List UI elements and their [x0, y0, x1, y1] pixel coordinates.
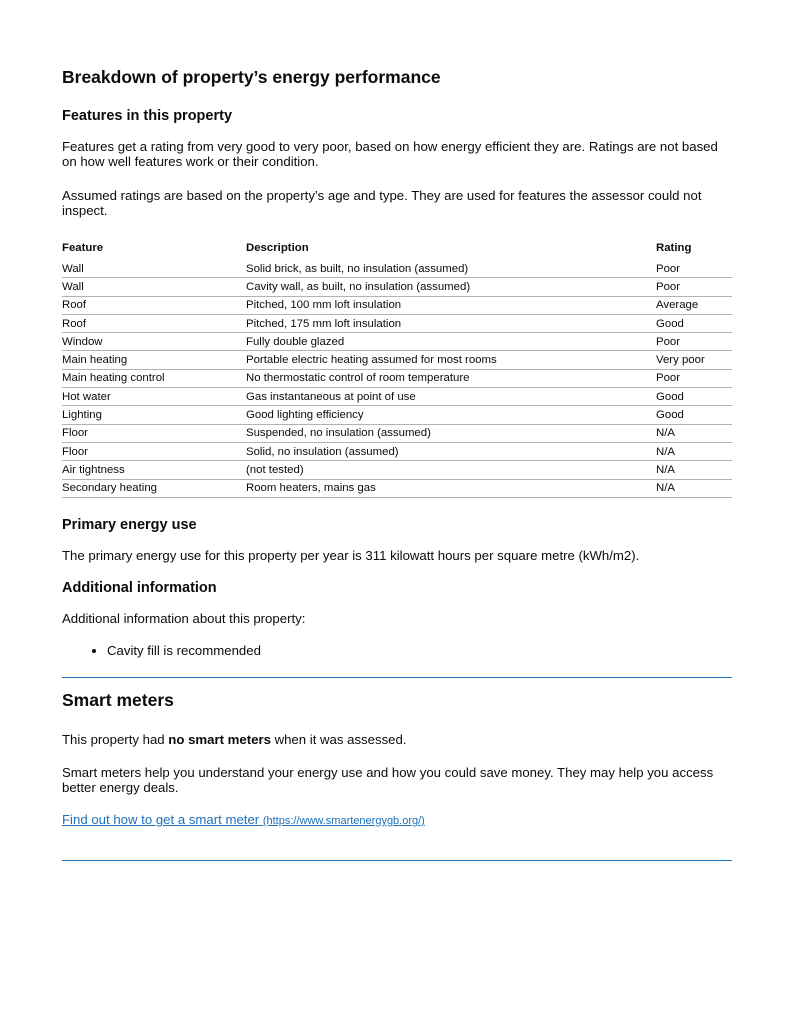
description-cell: Fully double glazed [246, 333, 656, 351]
additional-info-list [62, 643, 261, 658]
table-row [62, 278, 732, 296]
smart-meter-text: Smart meters help you understand your energy use and how you could save money. They may help you access better energy deals. [62, 765, 714, 795]
rating-cell: N/A [656, 479, 732, 497]
table-header-row [62, 242, 732, 260]
rating-cell: Good [656, 314, 732, 332]
features-heading: Features in this property [62, 108, 233, 124]
table-row [62, 333, 732, 351]
features-intro-1: Features get a rating from very good to very poor, based on how energy efficient they are. Ratings are not based on how well features work or their condition. [62, 139, 718, 169]
list-item: • Cavity fill is recommended [107, 643, 261, 658]
primary-energy-heading: Primary energy use [62, 517, 197, 533]
description-cell: Pitched, 100 mm loft insulation [246, 296, 656, 314]
smart-meter-link[interactable] [62, 812, 425, 827]
table-row [62, 424, 732, 442]
rating-cell: Very poor [656, 351, 732, 369]
feature-cell: Air tightness [62, 461, 246, 479]
description-cell: Cavity wall, as built, no insulation (assumed) [246, 278, 656, 296]
additional-info-heading: Additional information [62, 580, 217, 596]
feature-cell: Secondary heating [62, 479, 246, 497]
rating-cell: Good [656, 388, 732, 406]
feature-cell: Wall [62, 260, 246, 278]
feature-cell: Main heating control [62, 369, 246, 387]
section-divider [62, 677, 732, 678]
rating-cell: Average [656, 296, 732, 314]
link-url: (https://www.smartenergygb.org/) [262, 815, 425, 827]
features-intro-2: Assumed ratings are based on the property’s age and type. They are used for features the assessor could not inspect. [62, 188, 702, 218]
status-prefix: This property had [62, 732, 169, 747]
description-cell: (not tested) [246, 461, 656, 479]
table-row [62, 461, 732, 479]
smart-meters-heading: Smart meters [62, 690, 174, 710]
smart-meter-status [62, 732, 732, 747]
primary-energy-text: The primary energy use for this property per year is 311 kilowatt hours per square metre (kWh/m2). [62, 548, 640, 563]
description-cell: Gas instantaneous at point of use [246, 388, 656, 406]
description-cell: Suspended, no insulation (assumed) [246, 424, 656, 442]
additional-info-text: Additional information about this property: [62, 611, 306, 626]
rating-cell: N/A [656, 442, 732, 460]
rating-cell: Poor [656, 278, 732, 296]
status-suffix: when it was assessed. [270, 732, 407, 747]
feature-cell: Window [62, 333, 246, 351]
table-row [62, 260, 732, 278]
feature-cell: Floor [62, 442, 246, 460]
table-row [62, 314, 732, 332]
description-cell: Portable electric heating assumed for most rooms [246, 351, 656, 369]
feature-cell: Floor [62, 424, 246, 442]
description-cell: Good lighting efficiency [246, 406, 656, 424]
rating-cell: Poor [656, 260, 732, 278]
link-text: Find out how to get a smart meter [62, 812, 260, 827]
feature-cell: Lighting [62, 406, 246, 424]
table-row [62, 442, 732, 460]
feature-cell: Roof [62, 314, 246, 332]
table-row [62, 369, 732, 387]
table-row [62, 388, 732, 406]
description-cell: No thermostatic control of room temperature [246, 369, 656, 387]
table-row [62, 351, 732, 369]
feature-cell: Roof [62, 296, 246, 314]
table-row [62, 406, 732, 424]
feature-cell: Main heating [62, 351, 246, 369]
rating-cell: N/A [656, 461, 732, 479]
description-cell: Pitched, 175 mm loft insulation [246, 314, 656, 332]
table-row [62, 296, 732, 314]
column-header-description: Description [246, 242, 309, 254]
description-cell: Room heaters, mains gas [246, 479, 656, 497]
rating-cell: Good [656, 406, 732, 424]
description-cell: Solid, no insulation (assumed) [246, 442, 656, 460]
rating-cell: Poor [656, 369, 732, 387]
section-divider [62, 860, 732, 861]
column-header-feature: Feature [62, 242, 104, 254]
table-row [62, 479, 732, 497]
column-header-rating: Rating [656, 242, 692, 254]
description-cell: Solid brick, as built, no insulation (assumed) [246, 260, 656, 278]
page-title: Breakdown of property’s energy performance [62, 67, 441, 87]
rating-cell: Poor [656, 333, 732, 351]
status-bold: no smart meters [168, 732, 271, 747]
feature-cell: Hot water [62, 388, 246, 406]
features-table [62, 242, 732, 498]
feature-cell: Wall [62, 278, 246, 296]
rating-cell: N/A [656, 424, 732, 442]
